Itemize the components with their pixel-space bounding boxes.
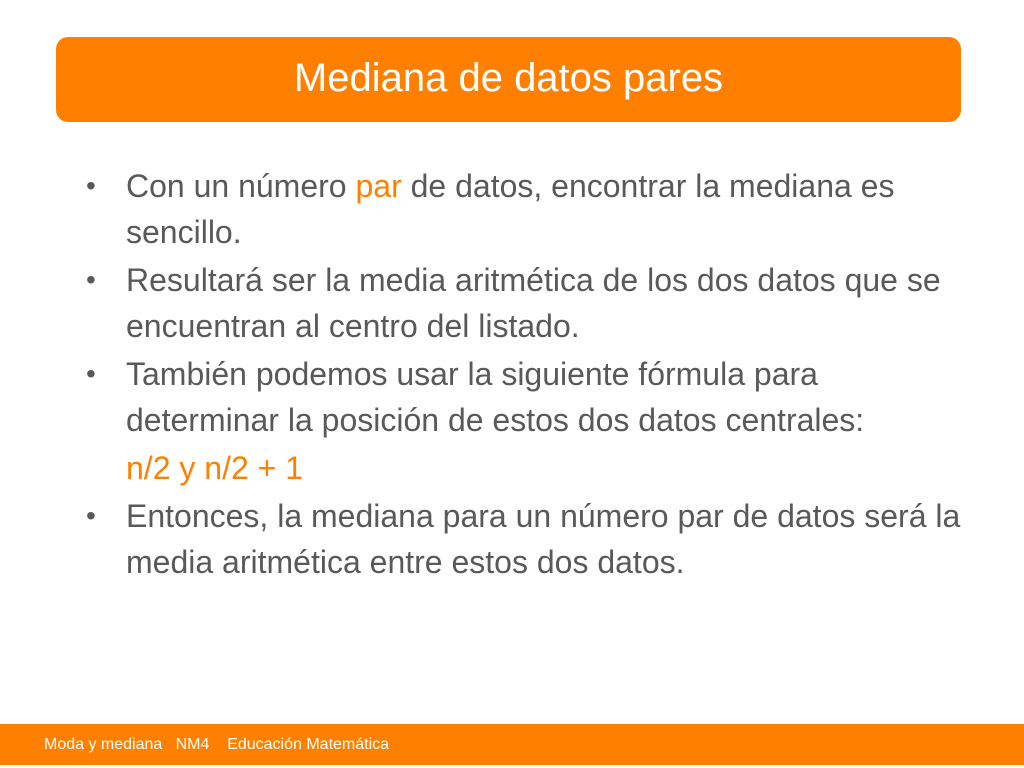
bullet-item-3 — [86, 351, 966, 443]
bullet-symbol: • — [86, 264, 96, 295]
bullet-3-text: También podemos usar la siguiente fórmula para determinar la posición de estos dos datos centrales: — [126, 356, 865, 438]
footer-bar — [0, 724, 1024, 765]
bullet-item-1 — [86, 163, 966, 255]
formula-line: n/2 y n/2 + 1 — [126, 450, 304, 486]
bullet-1-text-pre: Con un número — [126, 168, 356, 204]
bullet-symbol: • — [86, 170, 96, 201]
bullet-symbol: • — [86, 358, 96, 389]
title-banner — [56, 37, 961, 122]
bullet-symbol: • — [86, 500, 96, 531]
bullet-1-text-post: de datos, encontrar la mediana es sencillo. — [126, 168, 895, 250]
bullet-4-text: Entonces, la mediana para un número par de datos será la media aritmética entre estos dos datos. — [126, 498, 961, 580]
footer-text: Moda y mediana NM4 Educación Matemática — [44, 736, 390, 753]
slide-content — [86, 163, 966, 587]
bullet-2-text: Resultará ser la media aritmética de los dos datos que se encuentran al centro del listado. — [126, 262, 941, 344]
slide-title: Mediana de datos pares — [293, 56, 724, 100]
bullet-1-highlight: par — [355, 168, 402, 204]
bullet-item-4 — [86, 493, 966, 585]
bullet-item-2 — [86, 257, 966, 349]
